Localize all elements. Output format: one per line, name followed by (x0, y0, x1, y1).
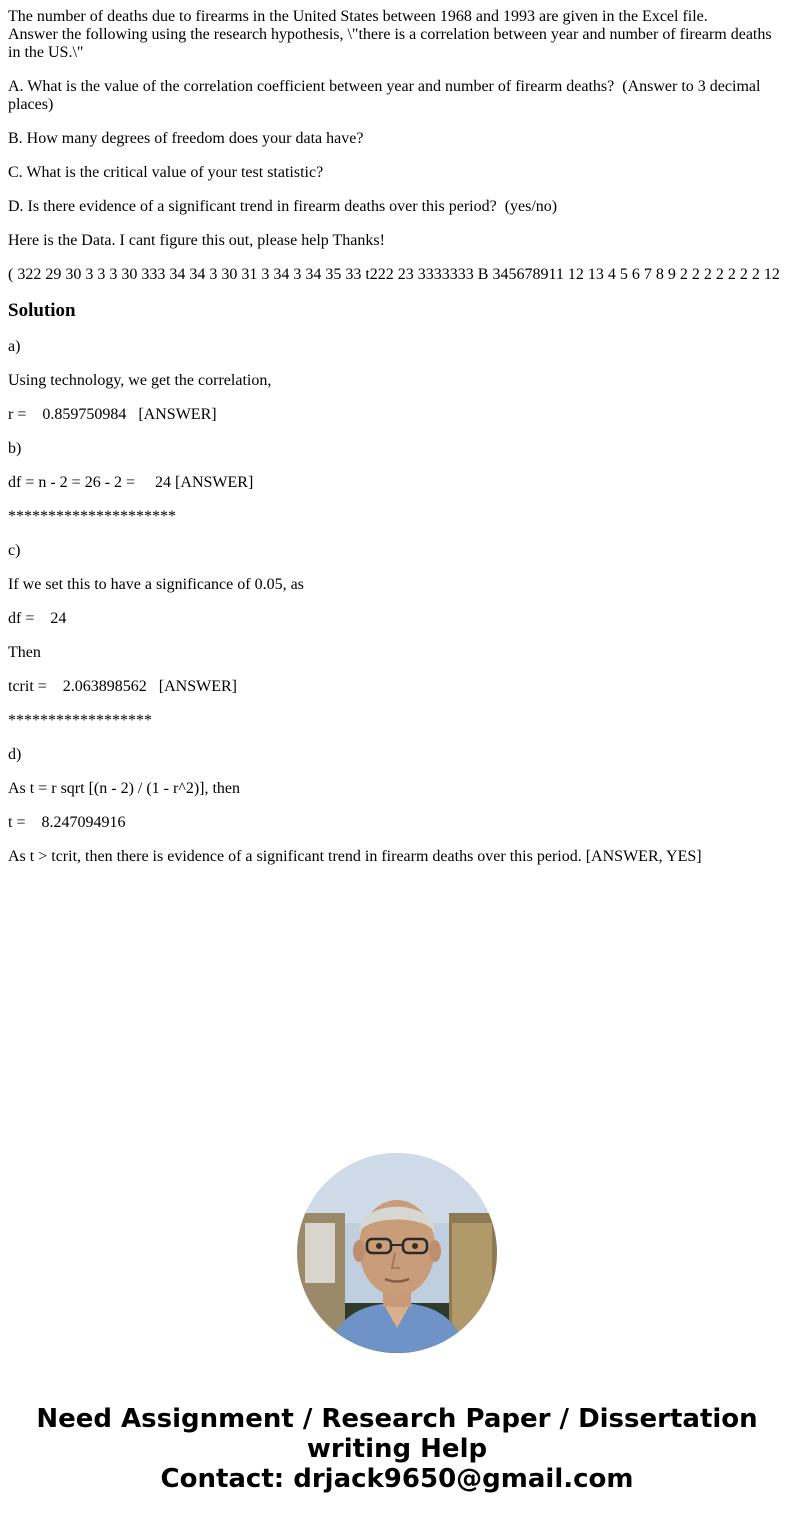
solution-heading: Solution (8, 300, 76, 321)
promo-line-2: writing Help (306, 1434, 488, 1464)
promo-line-1: Need Assignment / Research Paper / Dissertation (36, 1404, 758, 1434)
document-body (8, 8, 788, 882)
intro-line-2: Answer the following using the research hypothesis, \"there is a correlation between year and number of firearm deaths in the US.\" (8, 26, 776, 61)
author-portrait-image (297, 1153, 497, 1353)
solution-a-label: a) (8, 338, 21, 355)
solution-a-result: r = 0.859750984 [ANSWER] (8, 406, 217, 423)
solution-a-intro: Using technology, we get the correlation, (8, 372, 272, 389)
solution-c-then: Then (8, 644, 41, 661)
data-line: ( 322 29 30 3 3 3 30 333 34 34 3 30 31 3 34 3 34 35 33 t222 23 3333333 B 345678911 12 13 4 5 6 7 8 9 2 2 2 2 2 2 2 12 (8, 266, 780, 283)
solution-d-t: t = 8.247094916 (8, 814, 126, 831)
question-part-c: C. What is the critical value of your test statistic? (8, 164, 324, 181)
question-intro (8, 8, 788, 62)
solution-c-intro: If we set this to have a significance of 0.05, as (8, 576, 304, 593)
author-avatar (297, 1153, 497, 1353)
promo-contact: Contact: drjack9650@gmail.com (160, 1464, 634, 1494)
solution-c-label: c) (8, 542, 21, 559)
solution-c-result: tcrit = 2.063898562 [ANSWER] (8, 678, 237, 695)
solution-b-label: b) (8, 440, 22, 457)
question-part-a: A. What is the value of the correlation coefficient between year and number of firearm deaths? (Answer to 3 decimal places) (8, 78, 765, 113)
intro-line-1: The number of deaths due to firearms in the United States between 1968 and 1993 are given in the Excel file. (8, 8, 708, 25)
question-part-d: D. Is there evidence of a significant trend in firearm deaths over this period? (yes/no) (8, 198, 558, 215)
solution-d-label: d) (8, 746, 22, 763)
help-text: Here is the Data. I cant figure this out, please help Thanks! (8, 232, 385, 249)
separator-2: ****************** (8, 712, 152, 729)
solution-c-df: df = 24 (8, 610, 67, 627)
solution-b-result: df = n - 2 = 26 - 2 = 24 [ANSWER] (8, 474, 254, 491)
solution-d-conclusion: As t > tcrit, then there is evidence of a significant trend in firearm deaths over this period. [ANSWER, YES] (8, 848, 702, 865)
question-part-b: B. How many degrees of freedom does your data have? (8, 130, 364, 147)
separator-1: ********************* (8, 508, 176, 525)
solution-d-formula: As t = r sqrt [(n - 2) / (1 - r^2)], then (8, 780, 241, 797)
promo-banner (0, 1404, 794, 1494)
